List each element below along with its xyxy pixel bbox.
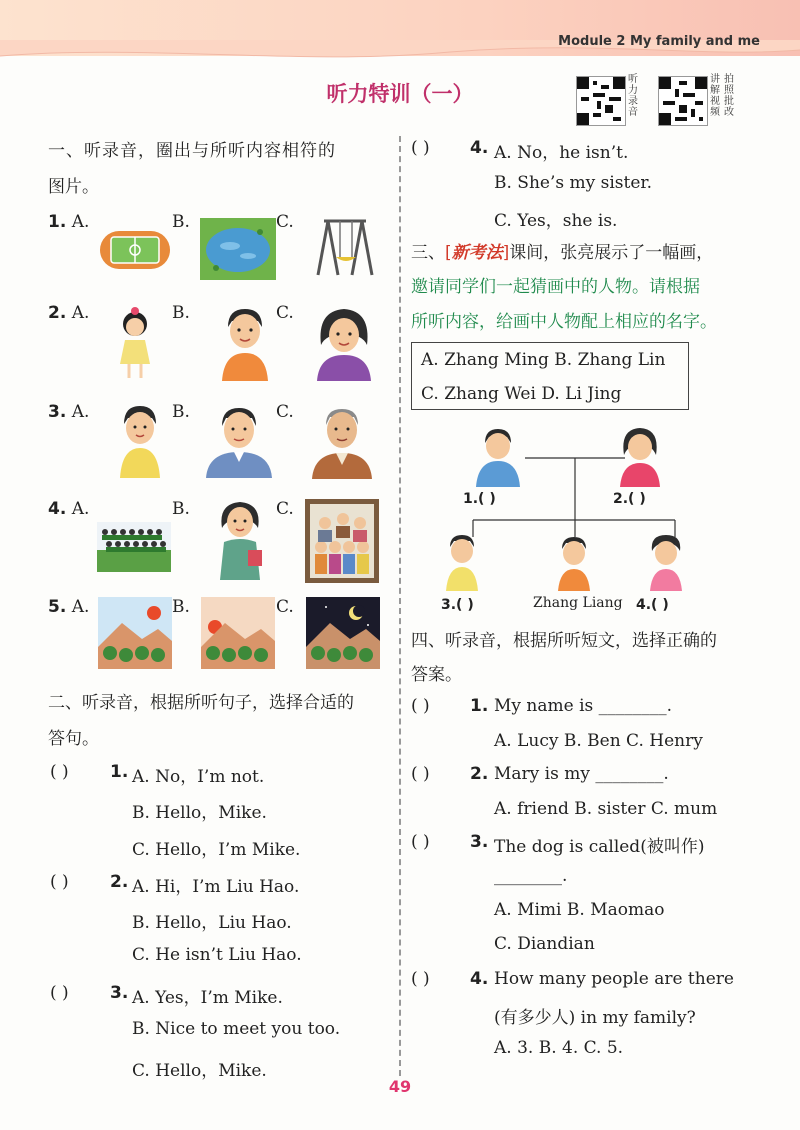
s4-q3-text: The dog is called(被叫作) [494, 837, 705, 857]
blank-3[interactable]: 3.( ) [441, 597, 474, 613]
s2-q1-paren[interactable]: ( ) [50, 762, 69, 782]
s4-q3-blank: ________. [494, 866, 568, 886]
girl-picture[interactable] [112, 306, 158, 382]
blank-2[interactable]: 2.( ) [613, 491, 646, 507]
s1-q3-c: C. [276, 402, 294, 422]
blank-1[interactable]: 1.( ) [463, 491, 496, 507]
name-options-line1: A. Zhang Ming B. Zhang Lin [421, 350, 666, 370]
section2-title-cont: 答句。 [48, 729, 99, 749]
s2-q4-paren[interactable]: ( ) [411, 138, 430, 158]
s1-q4-b: B. [172, 499, 190, 519]
s1-q2-b: B. [172, 303, 190, 323]
s4-q1-num: 1. [470, 696, 489, 716]
qr-label-video: 讲解视频 [710, 74, 720, 118]
family-tree-diagram [440, 425, 710, 615]
s2-q2-b: B. Hello，Liu Hao. [132, 913, 292, 933]
s1-q3-a: A. [71, 402, 90, 422]
s1-q3-b: B. [172, 402, 190, 422]
child-1-figure[interactable] [446, 535, 478, 591]
lake-picture[interactable] [200, 218, 276, 280]
s1-q1-b: B. [172, 212, 190, 232]
blank-4[interactable]: 4.( ) [636, 597, 669, 613]
name-options-line2: C. Zhang Wei D. Li Jing [421, 384, 622, 404]
s2-q4-num: 4. [470, 138, 489, 158]
zhang-liang-figure [558, 537, 590, 591]
section3-title: 课间，张亮展示了一幅画， [509, 243, 714, 263]
qr-label-correct: 拍照批改 [724, 74, 734, 118]
s1-q4-a: A. [71, 499, 90, 519]
page-title: 听力特训（一） [326, 82, 474, 106]
s2-q1-a: A. No，I’m not. [132, 767, 265, 787]
zhang-liang-label: Zhang Liang [533, 595, 623, 611]
s2-q4-c: C. Yes，she is. [494, 211, 618, 231]
child-3-figure[interactable] [650, 535, 682, 591]
s2-q2-paren[interactable]: ( ) [50, 872, 69, 892]
s4-q3-options-cont: C. Diandian [494, 934, 595, 954]
s2-q1-num: 1. [110, 762, 129, 782]
s1-q3-num: 3. [48, 402, 67, 422]
section3-prefix: 三、 [411, 243, 445, 263]
s4-q3-paren[interactable]: ( ) [411, 832, 430, 852]
s1-q4-c: C. [276, 499, 294, 519]
s4-q1-paren[interactable]: ( ) [411, 696, 430, 716]
swing-picture[interactable] [310, 217, 378, 277]
s1-q4-num: 4. [48, 499, 67, 519]
s1-q1-num: 1. [48, 212, 67, 232]
page-number: 49 [388, 1077, 412, 1096]
s2-q4-b: B. She’s my sister. [494, 173, 653, 193]
section1-title: 一、听录音，圈出与所听内容相符的 [48, 141, 336, 161]
section4-title-cont: 答案。 [411, 665, 462, 685]
s1-q1-c: C. [276, 212, 294, 232]
class-picture[interactable] [97, 522, 171, 572]
section4-title: 四、听录音，根据所听短文，选择正确的 [411, 631, 717, 651]
section2-title: 二、听录音，根据所听句子，选择合适的 [48, 693, 354, 713]
qr-code-listening[interactable] [576, 76, 626, 126]
night-picture[interactable] [306, 597, 380, 669]
s2-q4-a: A. No，he isn’t. [494, 143, 629, 163]
s2-q3-b: B. Nice to meet you too. [132, 1019, 341, 1039]
teacher-picture[interactable] [212, 500, 268, 580]
s4-q2-paren[interactable]: ( ) [411, 764, 430, 784]
qr-label-listening: 听力录音 [628, 74, 638, 118]
s4-q4-paren[interactable]: ( ) [411, 969, 430, 989]
s2-q1-b: B. Hello，Mike. [132, 803, 267, 823]
module-title: Module 2 My family and me [558, 34, 760, 49]
s4-q2-text: Mary is my ________. [494, 764, 669, 784]
father-figure[interactable] [476, 429, 520, 487]
s4-q2-options: A. friend B. sister C. mum [494, 799, 718, 819]
section3-title-line3: 所听内容，给画中人物配上相应的名字。 [411, 312, 717, 332]
s4-q4-text: How many people are there [494, 969, 734, 989]
s2-q3-a: A. Yes，I’m Mike. [132, 988, 283, 1008]
qr-code-video[interactable] [658, 76, 708, 126]
s4-q1-text: My name is ________. [494, 696, 673, 716]
s1-q5-c: C. [276, 597, 294, 617]
father-picture[interactable] [204, 404, 274, 478]
s1-q2-num: 2. [48, 303, 67, 323]
mother-picture[interactable] [313, 305, 375, 381]
section3-title-line2: 邀请同学们一起猜画中的人物。请根据 [411, 277, 700, 297]
column-divider [399, 136, 401, 1076]
s4-q1-options: A. Lucy B. Ben C. Henry [494, 731, 703, 751]
s1-q2-a: A. [71, 303, 90, 323]
family-photo-picture[interactable] [305, 499, 379, 583]
sunset-picture[interactable] [201, 597, 275, 669]
s4-q3-options: A. Mimi B. Maomao [494, 900, 665, 920]
s2-q2-a: A. Hi，I’m Liu Hao. [132, 877, 300, 897]
s1-q2-c: C. [276, 303, 294, 323]
s2-q3-c: C. Hello，Mike. [132, 1061, 267, 1081]
mother-figure[interactable] [620, 428, 660, 487]
s2-q1-c: C. Hello，I’m Mike. [132, 840, 301, 860]
s1-q5-a: A. [71, 597, 90, 617]
s4-q4-text-cont: (有多少人) in my family? [494, 1008, 696, 1028]
new-method-bracket-left: [ [445, 243, 452, 263]
s2-q3-num: 3. [110, 983, 129, 1003]
grandfather-picture[interactable] [310, 403, 374, 479]
s2-q2-num: 2. [110, 872, 129, 892]
s2-q2-c: C. He isn’t Liu Hao. [132, 945, 302, 965]
new-method-tag: 新考法 [451, 243, 503, 263]
s1-q5-num: 5. [48, 597, 67, 617]
boy-picture[interactable] [216, 305, 274, 381]
s4-q3-num: 3. [470, 832, 489, 852]
s4-q4-num: 4. [470, 969, 489, 989]
s2-q3-paren[interactable]: ( ) [50, 983, 69, 1003]
playground-picture[interactable] [99, 230, 171, 270]
small-boy-picture[interactable] [118, 404, 162, 478]
s1-q1-a: A. [71, 212, 90, 232]
new-method-bracket-right: ] [502, 243, 510, 263]
section1-title-cont: 图片。 [48, 177, 99, 197]
sunrise-picture[interactable] [98, 597, 172, 669]
s1-q5-b: B. [172, 597, 190, 617]
s4-q2-num: 2. [470, 764, 489, 784]
s4-q4-options: A. 3. B. 4. C. 5. [494, 1038, 624, 1058]
